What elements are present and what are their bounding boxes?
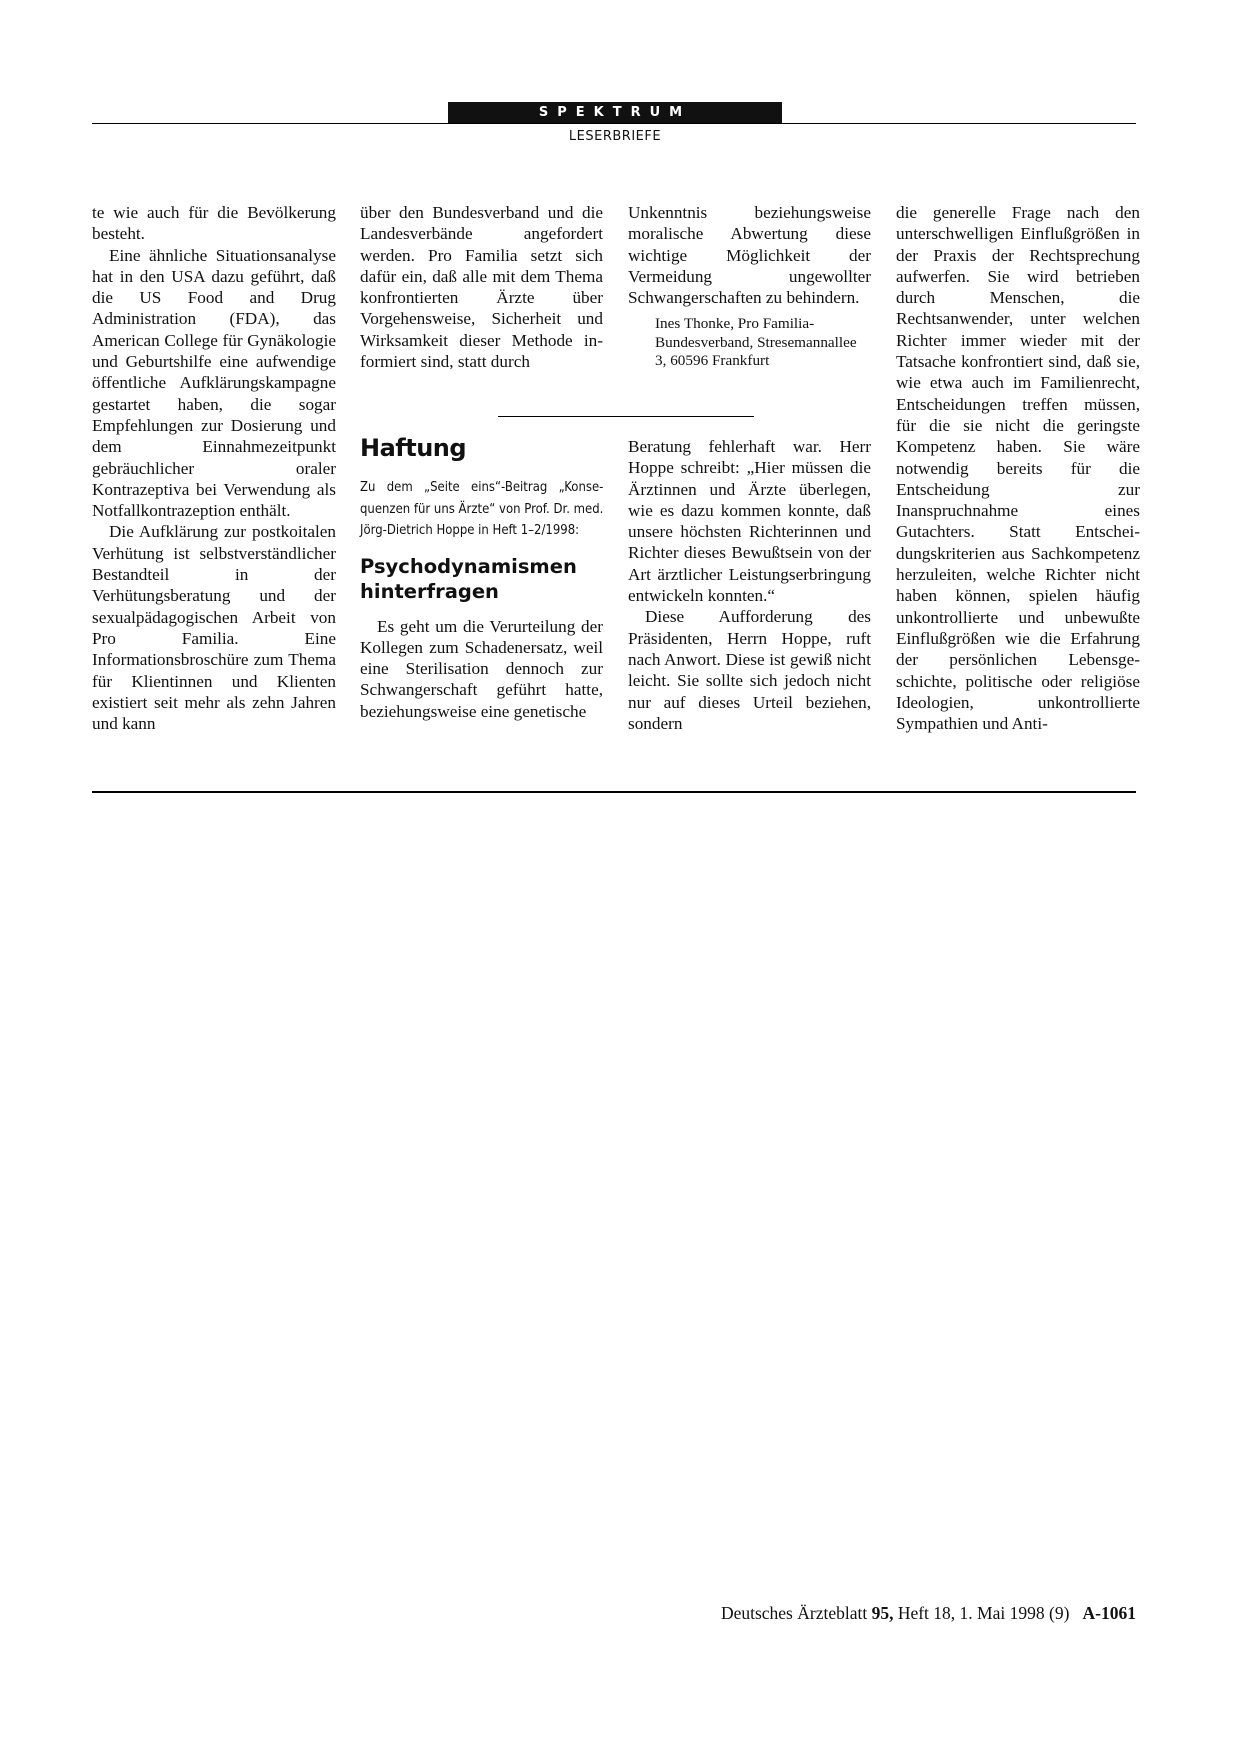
column-3-bottom [628,436,871,734]
column-2-bottom [360,430,603,722]
issue-info: Heft 18, 1. Mai 1998 (9) [897,1603,1070,1623]
paragraph: Unkenntnis beziehungsweise moralische Abwertung diese wichtige Möglichkeit der Vermeidung ungewollter Schwangerschaften zu behindern. [628,203,871,308]
page-number: A-1061 [1082,1603,1136,1623]
paragraph: Die Aufklärung zur postkoitalen Verhütung ist selbstverständlicher Bestandteil in der Verhütungsberatung und der sexualpädagogischen Arbeit von Pro Familia. Eine Informationsbroschüre zum Thema für Klientinnen und Klienten existiert seit mehr als zehn Jahren und kann [92,522,336,734]
article-subheadline: Psychodynamismen hinterfragen [360,554,577,603]
column-2-top [360,202,603,372]
paragraph: die generelle Frage nach den unterschwelligen Einflußgrößen in der Praxis der Rechtsprechung aufwerfen. Sie wird betrieben durch Menschen, die Rechtsanwender, unter welchen Richter immer wieder mit der Tatsache konfrontiert sind, daß sie, wie etwa auch im Familienrecht, Entscheidungen treffen müssen, für die sie nicht die geringste Kompetenz haben. Sie wäre notwendig bereits für die Entscheidung zur Inanspruchnahme eines Gutachters. Statt Entscheidungskriterien aus Sachkompetenz herzuleiten, welche Richter nicht haben können, spielen häufig unkontrollierte und unbewußte Einflußgrößen wie die Erfahrung der persönlichen Lebensgeschichte, politische oder religiöse Ideologien, unkontrollierte Sympathien und Anti- [896,203,1140,734]
paragraph: te wie auch für die Bevölkerung besteht. [92,203,336,244]
article-divider [498,416,754,417]
article-headline: Haftung [360,434,467,462]
column-3-top [628,202,871,371]
section-label: SPEKTRUM [448,102,782,123]
paragraph: Beratung fehlerhaft war. Herr Hoppe schreibt: „Hier müssen die Ärztinnen und Ärzte überlegen, wie es dazu kommen konnte, daß unsere höchsten Richterinnen und Richter dieses Bewußtsein von der Art ärztlicher Leistungserbringung entwickeln konnten.“ [628,437,871,606]
letter-signature: Ines Thonke, Pro Familia-Bundesverband, Stresemannallee 3, 60596 Frankfurt [655,315,857,370]
paragraph: Es geht um die Verurteilung der Kollegen zum Schadenersatz, weil eine Sterilisation dennoch zur Schwangerschaft geführt hatte, beziehungsweise eine genetische [360,616,603,721]
column-1 [92,202,336,734]
paragraph: Eine ähnliche Situationsanalyse hat in den USA dazu geführt, daß die US Food and Drug Administration (FDA), das American College für Gynäkologie und Geburtshilfe eine aufwendige öffentliche Aufklärungskampagne gestartet haben, die sogar Empfehlungen zur Dosierung und dem Einnahmezeitpunkt gebräuchlicher oraler Kontrazeptiva bei Verwendung als Notfallkontrazeption enthält. [92,245,336,521]
paragraph: Diese Aufforderung des Präsidenten, Herrn Hoppe, ruft nach Anwort. Diese ist gewiß nicht leicht. Sie sollte sich jedoch nicht nur auf dieses Urteil beziehen, sondern [628,607,871,733]
header-rule [92,123,1136,124]
subsection-label: LESERBRIEFE [568,129,662,144]
volume-number: 95, [871,1603,894,1623]
article-reference: Zu dem „Seite eins“-Beitrag „Konsequenzen für uns Ärzte“ von Prof. Dr. med. Jörg-Dietrich Hoppe in Heft 1–2/1998: [360,479,604,538]
bottom-rule [92,791,1136,793]
page-footer [656,1603,1136,1624]
journal-name: Deutsches Ärzteblatt [720,1603,868,1623]
paragraph: über den Bundesverband und die Landesverbände angefordert werden. Pro Familia setzt sich dafür ein, daß alle mit dem Thema konfrontierten Ärzte über Vorgehensweise, Sicherheit und Wirksamkeit dieser Methode informiert sind, statt durch [360,203,603,372]
column-4 [896,202,1140,734]
